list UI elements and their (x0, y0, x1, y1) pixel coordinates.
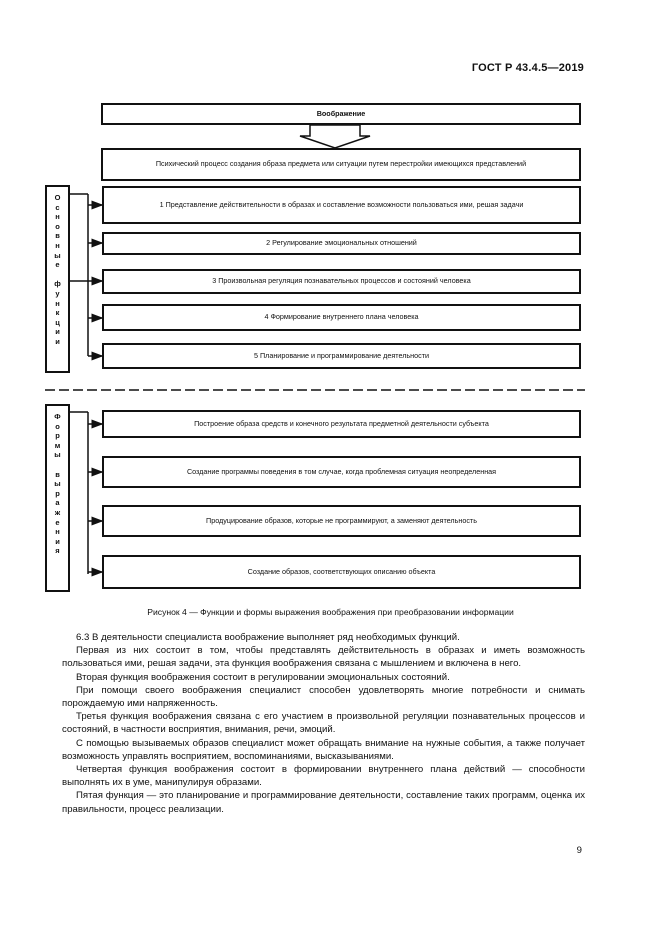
vertical-letter: с (55, 202, 60, 212)
figure-caption: Рисунок 4 — Функции и формы выражения воображения при преобразовании информации (147, 607, 514, 617)
function-box-2: 2 Регулирование эмоциональных отношений (102, 232, 581, 255)
functions-label (47, 193, 68, 347)
page-number: 9 (576, 845, 582, 856)
paragraph: Четвертая функция воображения состоит в формировании внутреннего плана действий — способности выполнять их в уме, манипулируя образами. (62, 764, 585, 789)
definition-box: Психический процесс создания образа предмета или ситуации путем перестройки имеющихся представлений (101, 148, 581, 181)
function-box-5: 5 Планирование и программирование деятельности (102, 343, 581, 369)
function-box-1: 1 Представление действительности в образах и составление возможности пользоваться ими, решая задачи (102, 186, 581, 224)
vertical-letter: ц (55, 317, 60, 327)
imagination-box: Воображение (101, 103, 581, 125)
vertical-letter: р (55, 488, 60, 498)
forms-label-box (45, 404, 70, 592)
form-box-1: Построение образа средств и конечного результата предметной деятельности субъекта (102, 410, 581, 438)
vertical-letter: н (55, 527, 60, 537)
form-box-4: Создание образов, соответствующих описанию объекта (102, 555, 581, 589)
vertical-letter: н (55, 212, 60, 222)
vertical-letter: е (55, 260, 60, 270)
paragraph: Первая из них состоит в том, чтобы представлять действительность в образах и иметь возможность пользоваться ими, решая задачи, эта функция воображения связана с мышлением и включена в него. (62, 645, 585, 670)
vertical-letter: а (55, 498, 60, 508)
paragraph: С помощью вызываемых образов специалист может обращать внимание на нужные события, а также получает возможность управлять восприятием, воспоминаниями, высказываниями. (62, 737, 585, 762)
paragraph: 6.3 В деятельности специалиста воображение выполняет ряд необходимых функций. (76, 632, 460, 643)
vertical-letter: у (55, 288, 60, 298)
vertical-letter: м (54, 440, 61, 450)
form-box-2: Создание программы поведения в том случае, когда проблемная ситуация неопределенная (102, 456, 581, 488)
vertical-letter: к (55, 308, 60, 318)
function-box-3: 3 Произвольная регуляция познавательных процессов и состояний человека (102, 269, 581, 294)
down-arrow-icon (300, 125, 370, 148)
body-text (62, 631, 585, 816)
vertical-letter: в (55, 469, 60, 479)
vertical-letter: о (55, 221, 60, 231)
vertical-letter: О (54, 193, 61, 202)
vertical-letter: и (55, 536, 60, 546)
vertical-letter: и (55, 327, 60, 337)
paragraph: При помощи своего воображения специалист способен удовлетворять многие потребности и снимать порождаемую ими напряженность. (62, 684, 585, 710)
vertical-letter: я (55, 546, 60, 556)
vertical-letter: ж (54, 507, 61, 517)
form-box-3: Продуцирование образов, которые не программируют, а заменяют деятельность (102, 505, 581, 537)
paragraph: Вторая функция воображения состоит в регулировании эмоциональных состояний. (76, 671, 450, 683)
forms-label (47, 412, 68, 556)
vertical-letter: Ф (54, 412, 61, 421)
standard-header: ГОСТ Р 43.4.5—2019 (471, 62, 584, 74)
vertical-letter: р (55, 431, 60, 441)
vertical-letter: е (55, 517, 60, 527)
paragraph: Пятая функция — это планирование и программирование деятельности, составление таких программ, оценка их правильности, процесс реализации. (62, 790, 585, 815)
vertical-letter: ы (54, 479, 61, 489)
function-box-4: 4 Формирование внутреннего плана человека (102, 304, 581, 331)
vertical-letter: в (55, 231, 60, 241)
vertical-letter: и (55, 336, 60, 346)
vertical-letter (47, 460, 68, 470)
vertical-letter: ф (54, 279, 61, 289)
vertical-letter: ы (54, 250, 61, 260)
vertical-letter: н (55, 298, 60, 308)
paragraph: Третья функция воображения связана с его участием в произвольной регуляции познавательных процессов и состояний, в частности восприятия, внимания, речи, эмоций. (62, 711, 585, 736)
vertical-letter: н (55, 240, 60, 250)
vertical-letter: ы (54, 450, 61, 460)
vertical-letter: о (55, 421, 60, 431)
vertical-letter (47, 270, 68, 280)
functions-label-box (45, 185, 70, 373)
